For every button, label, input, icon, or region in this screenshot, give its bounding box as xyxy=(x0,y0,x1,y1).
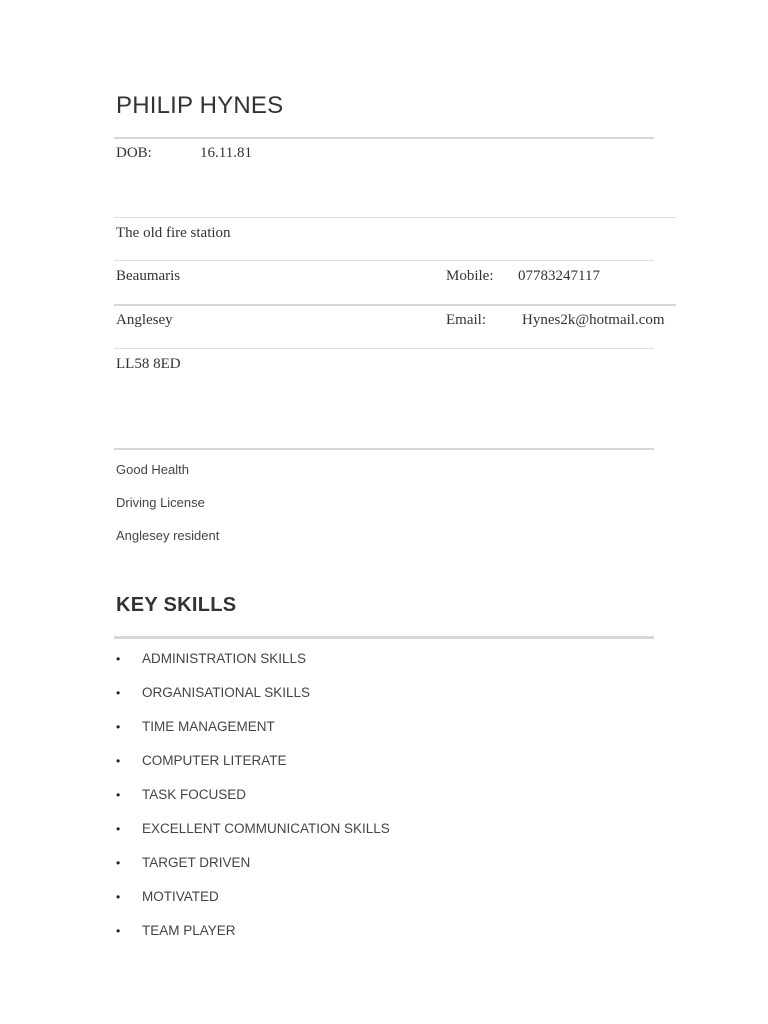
mobile-value: 07783247117 xyxy=(518,268,600,284)
list-item xyxy=(116,651,306,666)
address-line-2: Beaumaris xyxy=(116,268,181,284)
mobile-label: Mobile: xyxy=(446,268,494,284)
dob-label: DOB: xyxy=(116,145,152,161)
section-divider xyxy=(114,448,654,450)
bullet-icon: • xyxy=(116,821,121,836)
email-value[interactable]: Hynes2k@hotmail.com xyxy=(522,312,665,328)
skill-label: ORGANISATIONAL SKILLS xyxy=(142,685,311,700)
skill-label: TEAM PLAYER xyxy=(142,923,236,938)
list-item xyxy=(116,889,219,904)
list-item xyxy=(116,855,250,870)
list-item xyxy=(116,923,236,938)
bullet-icon: • xyxy=(116,685,121,700)
bullet-icon: • xyxy=(116,923,121,938)
email-label: Email: xyxy=(446,312,486,328)
address-row-divider xyxy=(114,304,676,306)
address-line-1: The old fire station xyxy=(116,225,231,241)
page-title: PHILIP HYNES xyxy=(116,92,284,119)
info-driving-license: Driving License xyxy=(116,495,205,510)
address-line-3: Anglesey xyxy=(116,312,173,328)
skill-label: ADMINISTRATION SKILLS xyxy=(142,651,307,666)
bullet-icon: • xyxy=(116,889,121,904)
skill-label: TARGET DRIVEN xyxy=(142,855,251,870)
info-good-health: Good Health xyxy=(116,462,189,477)
bullet-icon: • xyxy=(116,855,121,870)
skill-label: COMPUTER LITERATE xyxy=(142,753,287,768)
skill-label: MOTIVATED xyxy=(142,889,219,904)
address-line-4: LL58 8ED xyxy=(116,356,181,372)
list-item xyxy=(116,821,390,836)
dob-value: 16.11.81 xyxy=(200,145,252,161)
skill-label: TIME MANAGEMENT xyxy=(142,719,275,734)
bullet-icon: • xyxy=(116,719,121,734)
list-item xyxy=(116,719,275,734)
bullet-icon: • xyxy=(116,787,121,802)
bullet-icon: • xyxy=(116,651,121,666)
list-item xyxy=(116,753,287,768)
skill-label: TASK FOCUSED xyxy=(142,787,247,802)
skill-label: EXCELLENT COMMUNICATION SKILLS xyxy=(142,821,390,836)
info-anglesey-resident: Anglesey resident xyxy=(116,528,220,543)
address-row-divider xyxy=(114,217,676,218)
bullet-icon: • xyxy=(116,753,121,768)
address-row-divider xyxy=(114,260,654,261)
address-row-divider xyxy=(114,348,654,349)
title-divider xyxy=(114,137,654,139)
list-item xyxy=(116,685,310,700)
key-skills-divider xyxy=(114,636,654,639)
section-title-key-skills: KEY SKILLS xyxy=(116,594,237,616)
list-item xyxy=(116,787,246,802)
